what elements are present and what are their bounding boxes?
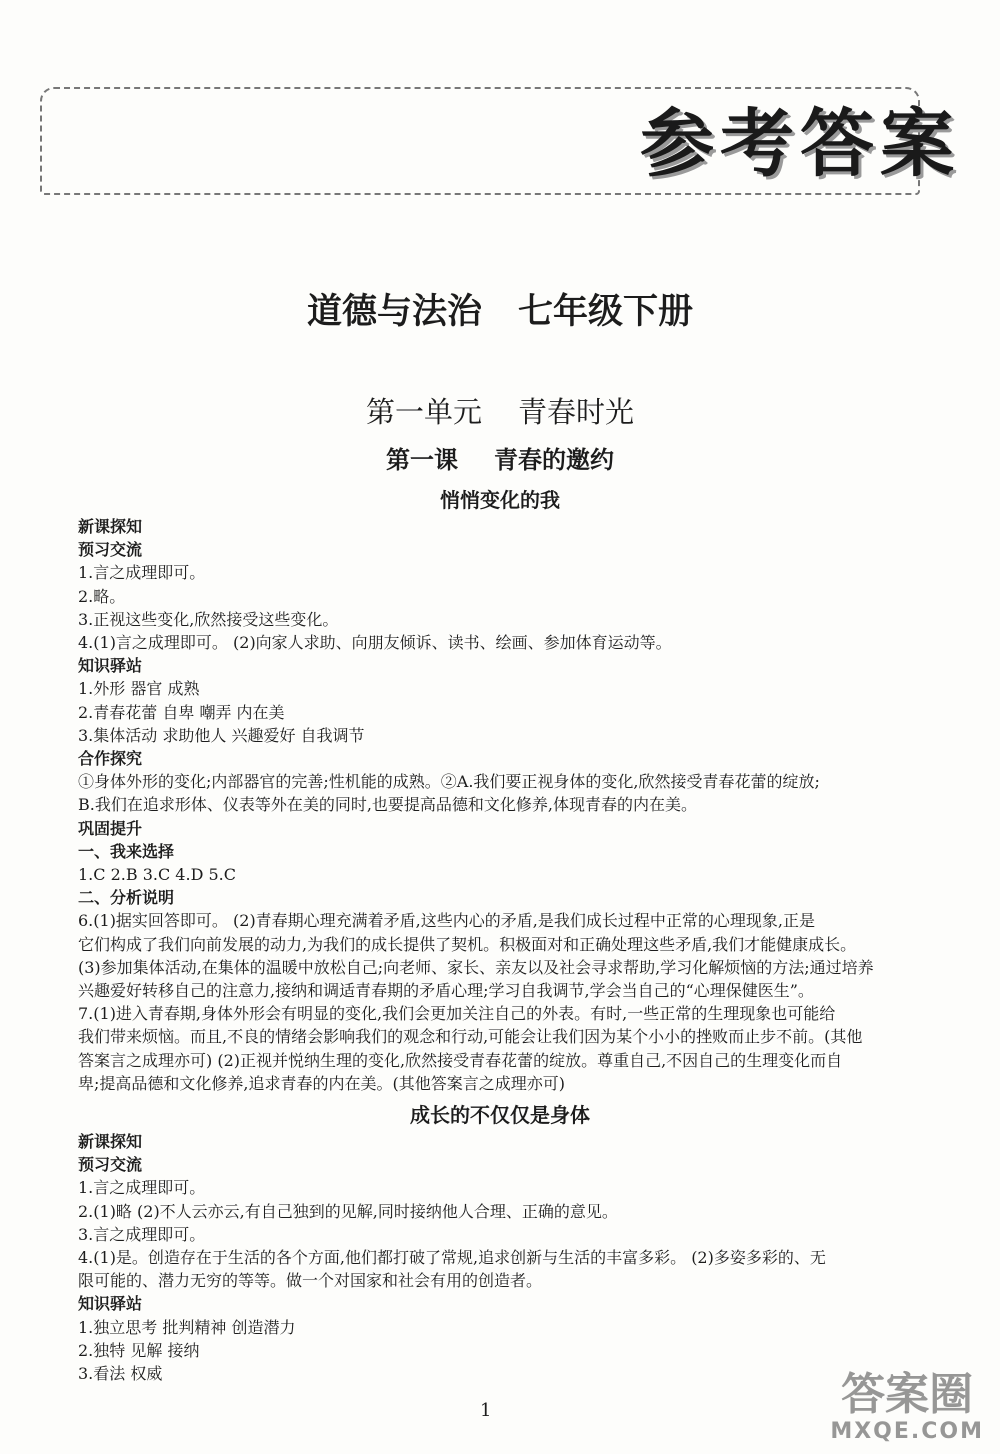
subheading: 知识驿站	[78, 1294, 143, 1314]
watermark-logo	[830, 1371, 984, 1444]
lesson-name: 青春的邀约	[494, 446, 614, 474]
subheading: 知识驿站	[78, 656, 143, 676]
subheading: 合作探究	[78, 749, 143, 769]
subheading: 一、我来选择	[78, 841, 175, 861]
subheading: 预习交流	[78, 1155, 143, 1175]
answer-line: 4.(1)是。创造存在于生活的各个方面,他们都打破了常规,追求创新与生活的丰富多彩。 (2)多姿多彩的、无	[78, 1248, 826, 1268]
answer-line: 2.青春花蕾 自卑 嘲弄 内在美	[78, 702, 285, 722]
answer-line: 2.独特 见解 接纳	[78, 1340, 200, 1360]
answer-line: 答案言之成理亦可) (2)正视并悦纳生理的变化,欣然接受青春花蕾的绽放。尊重自己,不因自己的生理变化而自	[78, 1050, 843, 1070]
lesson-number: 第一课	[386, 446, 458, 474]
answer-line: 限可能的、潜力无穷的等等。做一个对国家和社会有用的创造者。	[78, 1271, 543, 1291]
answer-line: 1.外形 器官 成熟	[78, 679, 200, 699]
answer-line: 2.(1)略 (2)不人云亦云,有自己独到的见解,同时接纳他人合理、正确的意见。	[78, 1201, 618, 1221]
lesson-title	[0, 440, 1000, 475]
answer-line: 3.言之成理即可。	[78, 1224, 206, 1244]
answer-line: 3.看法 权威	[78, 1364, 163, 1384]
answer-line: 1.C 2.B 3.C 4.D 5.C	[78, 865, 236, 885]
answer-block	[78, 515, 923, 1095]
grade-volume: 七年级下册	[518, 292, 694, 332]
answer-line: 4.(1)言之成理即可。 (2)向家人求助、向朋友倾诉、读书、绘画、参加体育运动等。	[78, 633, 672, 653]
banner-title: 参考答案	[640, 101, 960, 187]
section-title: 成长的不仅仅是身体	[410, 1103, 590, 1127]
answer-line: (3)参加集体活动,在集体的温暖中放松自己;向老师、家长、亲友以及社会寻求帮助,学习化解烦恼的方法;通过培养	[78, 957, 874, 977]
answer-line: 1.言之成理即可。	[78, 1178, 206, 1198]
answer-line: 兴趣爱好转移自己的注意力,接纳和调适青春期的矛盾心理;学习自我调节,学会当自己的“心理保健医生”。	[78, 981, 814, 1001]
answer-block	[78, 1130, 923, 1385]
subheading: 二、分析说明	[78, 888, 175, 908]
answer-line: 3.集体活动 求助他人 兴趣爱好 自我调节	[78, 725, 365, 745]
unit-number: 第一单元	[365, 395, 482, 429]
unit-name: 青春时光	[518, 395, 635, 429]
answer-line: ①身体外形的变化;内部器官的完善;性机能的成熟。②A.我们要正视身体的变化,欣然接受青春花蕾的绽放;	[78, 772, 820, 792]
subject-name: 道德与法治	[306, 292, 482, 332]
watermark-text: 答案圈	[841, 1369, 974, 1420]
subheading: 新课探知	[78, 1132, 143, 1151]
subheading: 巩固提升	[78, 818, 143, 838]
section-title: 悄悄变化的我	[440, 488, 560, 512]
book-title	[0, 284, 1000, 334]
page-number: 1	[480, 1400, 492, 1421]
answer-line: 3.正视这些变化,欣然接受这些变化。	[78, 609, 339, 629]
answer-line: 6.(1)据实回答即可。 (2)青春期心理充满着矛盾,这些内心的矛盾,是我们成长过程中正常的心理现象,正是	[78, 911, 815, 931]
watermark-url: MXQE.COM	[830, 1419, 984, 1444]
subheading: 新课探知	[78, 517, 143, 536]
answer-line: 卑;提高品德和文化修养,追求青春的内在美。(其他答案言之成理亦可)	[78, 1073, 565, 1093]
answer-line: 7.(1)进入青春期,身体外形会有明显的变化,我们会更加关注自己的外表。有时,一些正常的生理现象也可能给	[78, 1004, 836, 1024]
answer-line: B.我们在追求形体、仪表等外在美的同时,也要提高品德和文化修养,体现青春的内在美。	[78, 795, 698, 815]
unit-title	[0, 390, 1000, 431]
answer-line: 1.独立思考 批判精神 创造潜力	[78, 1317, 296, 1337]
answer-line: 它们构成了我们向前发展的动力,为我们的成长提供了契机。积极面对和正确处理这些矛盾,我们才能健康成长。	[78, 934, 857, 954]
answer-line: 2.略。	[78, 586, 126, 606]
subheading: 预习交流	[78, 540, 143, 560]
answer-line: 我们带来烦恼。而且,不良的情绪会影响我们的观念和行动,可能会让我们因为某个小小的挫败而止步不前。(其他	[78, 1027, 863, 1047]
answer-line: 1.言之成理即可。	[78, 563, 206, 583]
